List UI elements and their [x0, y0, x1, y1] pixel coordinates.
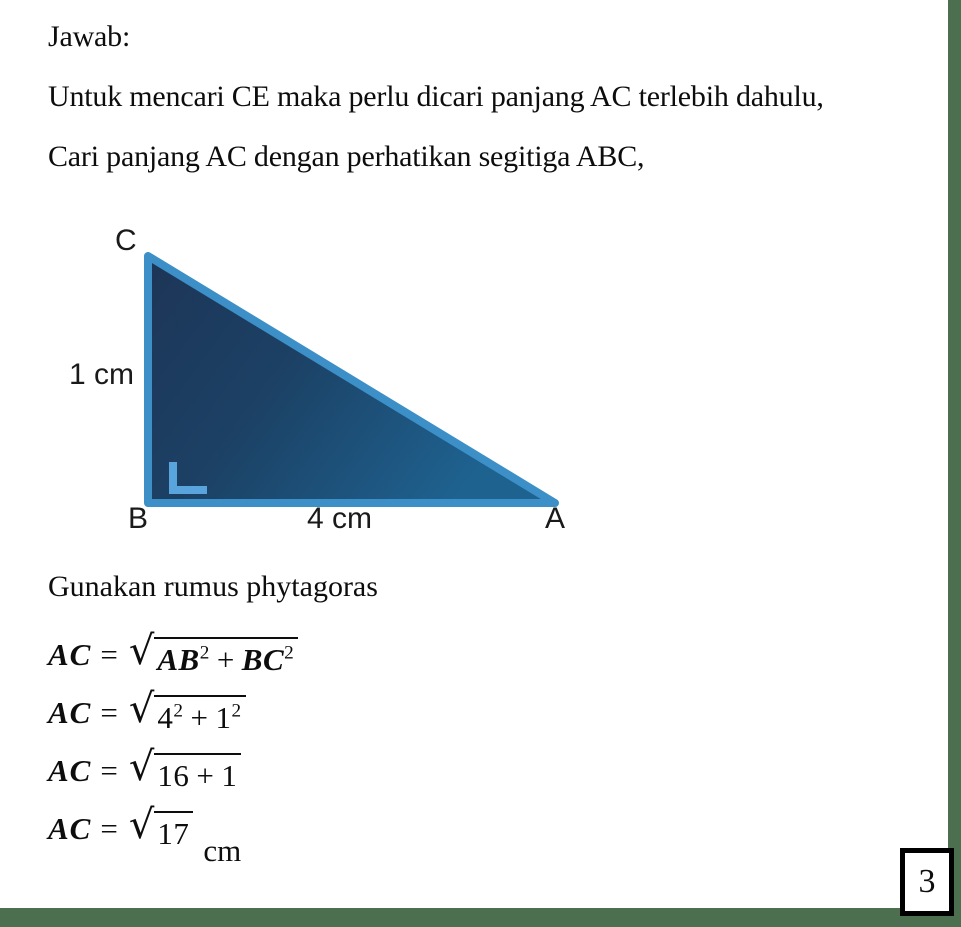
radical-sign-icon: √ [128, 628, 155, 674]
radical-sign-icon: √ [128, 802, 155, 848]
side-label-vertical: 1 cm [69, 358, 135, 391]
triangle-figure [55, 212, 615, 542]
eq2-lhs: AC [48, 695, 92, 730]
eq1-term-ab: AB [157, 642, 200, 677]
eq2-operator: = [100, 695, 118, 730]
page-number: 3 [918, 863, 936, 900]
radical-sign-icon: √ [128, 686, 155, 732]
eq1-term-bc: BC [241, 642, 285, 677]
triangle-shape [148, 256, 555, 503]
eq3-term-sixteen: 16 [157, 758, 190, 793]
eq1-radicand [154, 637, 298, 678]
equation-row [48, 802, 608, 869]
eq2-term-one: 1 [215, 700, 232, 735]
eq2-radical [128, 686, 246, 736]
vertex-label-c: C [115, 224, 137, 257]
slide-bottom-border [0, 908, 961, 927]
eq4-operator: = [100, 811, 118, 846]
radical-sign-icon: √ [128, 744, 155, 790]
eq1-plus: + [216, 642, 235, 677]
eq3-term-one: 1 [221, 758, 238, 793]
eq3-radicand [154, 753, 241, 794]
eq2-radicand [154, 695, 245, 736]
eq2-exp-one: 2 [231, 700, 242, 722]
eq1-exp-bc: 2 [284, 642, 295, 664]
equation-list [48, 628, 608, 869]
eq1-radical [128, 628, 298, 678]
answer-text-block [48, 18, 928, 198]
eq4-radicand: 17 [154, 811, 193, 852]
eq3-plus: + [196, 758, 215, 793]
eq4-radical [128, 802, 194, 852]
page-number-box [900, 848, 954, 916]
slide-right-border [948, 0, 961, 927]
eq3-operator: = [100, 753, 118, 788]
eq2-term-four: 4 [157, 700, 174, 735]
eq3-lhs: AC [48, 753, 92, 788]
eq2-plus: + [190, 700, 209, 735]
formula-heading: Gunakan rumus phytagoras [48, 570, 378, 603]
eq1-operator: = [100, 637, 118, 672]
eq3-radical [128, 744, 241, 794]
eq2-exp-four: 2 [173, 700, 184, 722]
instruction-line-1: Untuk mencari CE maka perlu dicari panjang AC terlebih dahulu, [48, 80, 824, 113]
eq1-lhs: AC [48, 637, 92, 672]
side-label-horizontal: 4 cm [307, 502, 373, 535]
eq4-unit: cm [203, 833, 242, 868]
instruction-line-2: Cari panjang AC dengan perhatikan segitiga ABC, [48, 140, 645, 173]
vertex-label-a: A [545, 502, 566, 535]
answer-label: Jawab: [48, 20, 131, 53]
triangle-svg [55, 212, 615, 542]
eq1-exp-ab: 2 [199, 642, 210, 664]
eq4-lhs: AC [48, 811, 92, 846]
vertex-label-b: B [128, 502, 149, 535]
